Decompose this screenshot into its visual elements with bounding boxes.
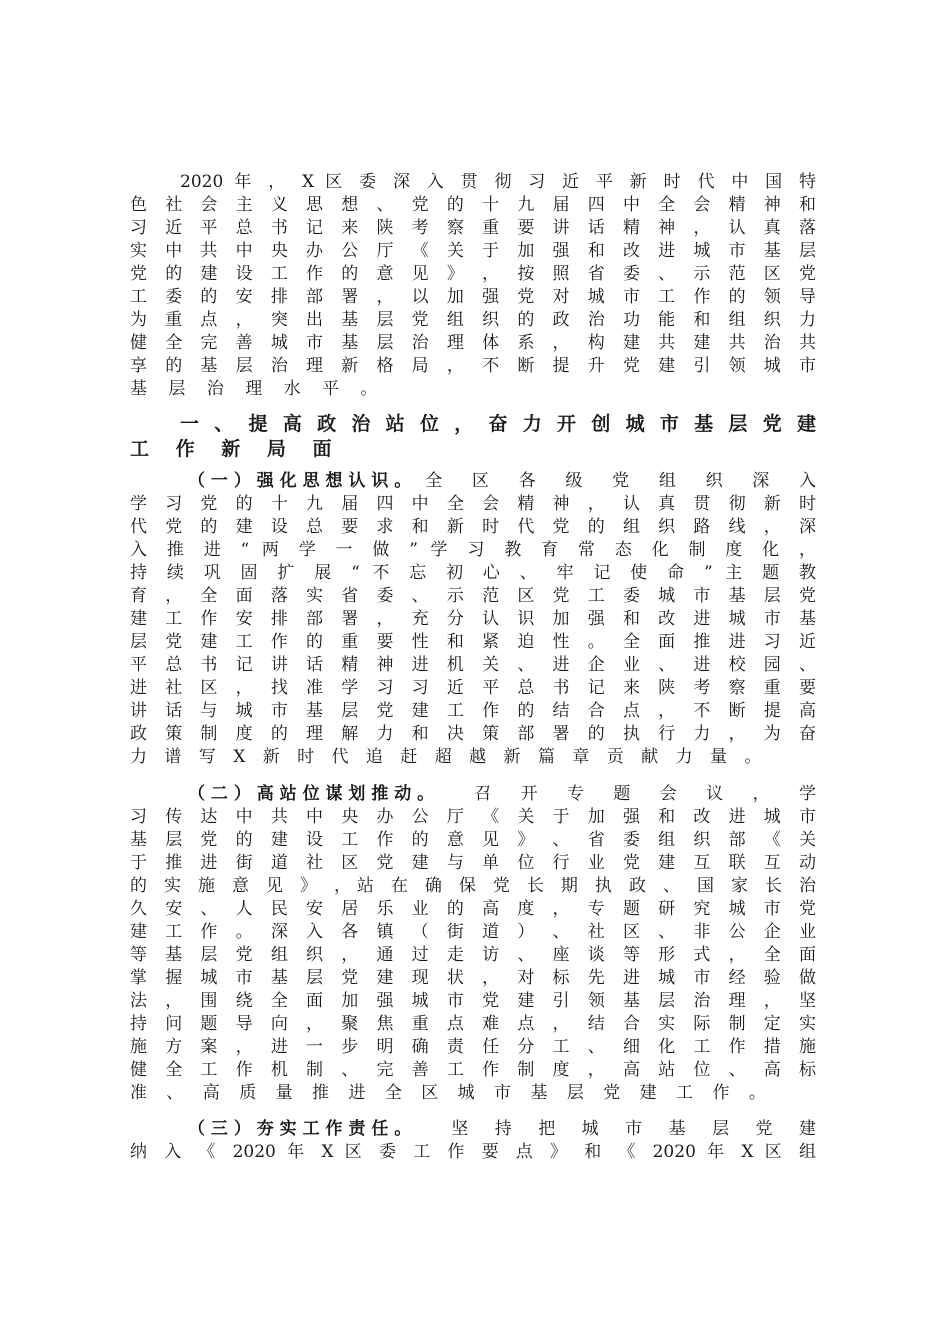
text-line: 育 ， 全 面 落 实 省 委 、 示 范 区 党 工 委 城 市 基 层 党 (130, 586, 816, 606)
text-line: 健 全 完 善 城 市 基 层 治 理 体 系 ， 构 建 共 建 共 治 共 (130, 333, 816, 353)
text-line: 于 推 进 街 道 社 区 党 建 与 单 位 行 业 党 建 互 联 互 动 (130, 853, 816, 873)
text-line: 掌 握 城 市 基 层 党 建 现 状 ， 对 标 先 进 城 市 经 验 做 (130, 968, 816, 988)
text-line: 力 谱 写 X 新 时 代 追 赶 超 越 新 篇 章 贡 献 力 量 。 (130, 747, 768, 767)
subsection-1 (130, 470, 816, 769)
subsection-title: （ 二 ） 高 站 位 谋 划 推 动 。 (188, 784, 435, 804)
text-fragment: 全 区 各 级 党 组 织 深 入 (425, 471, 816, 491)
text-line (130, 470, 816, 493)
intro-paragraph (130, 171, 816, 401)
text-line: 久 安 、 人 民 安 居 乐 业 的 高 度 ， 专 题 研 究 城 市 党 (130, 899, 816, 919)
text-line: 为 重 点 ， 突 出 基 层 党 组 织 的 政 治 功 能 和 组 织 力 (130, 310, 816, 330)
subsection-title: （ 一 ） 强 化 思 想 认 识 。 (188, 471, 412, 491)
text-line: 基 层 治 理 水 平 。 (130, 379, 386, 399)
text-line: 基 层 党 的 建 设 工 作 的 意 见 》 、 省 委 组 织 部 《 关 (130, 830, 816, 850)
subsection-2 (130, 783, 816, 1105)
text-fragment: 召 开 专 题 会 议 ， 学 (474, 784, 816, 804)
text-line: 健 全 工 作 机 制 、 完 善 工 作 制 度 ， 高 站 位 、 高 标 (130, 1060, 816, 1080)
text-line: 政 策 制 度 的 理 解 力 和 决 策 部 署 的 执 行 力 ， 为 奋 (130, 724, 816, 744)
section-heading (130, 412, 816, 462)
text-line: 法 ， 围 绕 全 面 加 强 城 市 党 建 引 领 基 层 治 理 ， 坚 (130, 991, 816, 1011)
text-line: 党 的 建 设 工 作 的 意 见 》 ， 按 照 省 委 、 示 范 区 党 (130, 264, 816, 284)
text-line: 纳 入 《 2020 年 X 区 委 工 作 要 点 》 和 《 2020 年 X 区 组 (130, 1142, 816, 1162)
text-line: 持 续 巩 固 扩 展 “ 不 忘 初 心 、 牢 记 使 命 ” 主 题 教 (130, 563, 816, 583)
text-line: 层 党 建 工 作 的 重 要 性 和 紧 迫 性 。 全 面 推 进 习 近 (130, 632, 816, 652)
text-line: 学 习 党 的 十 九 届 四 中 全 会 精 神 ， 认 真 贯 彻 新 时 (130, 494, 816, 514)
text-line: 习 传 达 中 共 中 央 办 公 厅 《 关 于 加 强 和 改 进 城 市 (130, 807, 816, 827)
text-line: 持 问 题 导 向 ， 聚 焦 重 点 难 点 ， 结 合 实 际 制 定 实 (130, 1014, 816, 1034)
text-line: 色 社 会 主 义 思 想 、 党 的 十 九 届 四 中 全 会 精 神 和 (130, 195, 816, 215)
subsection-3 (130, 1118, 816, 1164)
text-line: 进 社 区 ， 找 准 学 习 习 近 平 总 书 记 来 陕 考 察 重 要 (130, 678, 816, 698)
heading-line: 一 、 提 高 政 治 站 位 ， 奋 力 开 创 城 市 基 层 党 建 (180, 413, 816, 435)
text-line: 的 实 施 意 见 》 ，站 在 确 保 党 长 期 执 政 、 国 家 长 治 (130, 876, 816, 896)
text-line: 实 中 共 中 央 办 公 厅 《 关 于 加 强 和 改 进 城 市 基 层 (130, 241, 816, 261)
text-line: 准 、 高 质 量 推 进 全 区 城 市 基 层 党 建 工 作 。 (130, 1083, 773, 1103)
text-line: 建 工 作 。 深 入 各 镇 （ 街 道 ） 、 社 区 、 非 公 企 业 (130, 922, 816, 942)
text-line: 2020 年 ， X 区 委 深 入 贯 彻 习 近 平 新 时 代 中 国 特 (180, 172, 816, 192)
text-line: 入 推 进 “ 两 学 一 做 ” 学 习 教 育 常 态 化 制 度 化 ， (130, 540, 816, 560)
text-fragment: 坚 持 把 城 市 基 层 党 建 (451, 1119, 816, 1139)
heading-line: 工 作 新 局 面 (130, 438, 342, 460)
text-line: 讲 话 与 城 市 基 层 党 建 工 作 的 结 合 点 ， 不 断 提 高 (130, 701, 816, 721)
text-line (130, 1118, 816, 1141)
text-line: 施 方 案 ， 进 一 步 明 确 责 任 分 工 、 细 化 工 作 措 施 (130, 1037, 816, 1057)
text-line: 工 委 的 安 排 部 署 ， 以 加 强 党 对 城 市 工 作 的 领 导 (130, 287, 816, 307)
text-line (130, 783, 816, 806)
subsection-title: （ 三 ） 夯 实 工 作 责 任 。 (188, 1119, 412, 1139)
text-line: 平 总 书 记 讲 话 精 神 进 机 关 、 进 企 业 、 进 校 园 、 (130, 655, 816, 675)
text-line: 享 的 基 层 治 理 新 格 局 ， 不 断 提 升 党 建 引 领 城 市 (130, 356, 816, 376)
text-line: 代 党 的 建 设 总 要 求 和 新 时 代 党 的 组 织 路 线 ， 深 (130, 517, 816, 537)
text-line: 等 基 层 党 组 织 ， 通 过 走 访 、 座 谈 等 形 式 ， 全 面 (130, 945, 816, 965)
text-line: 习 近 平 总 书 记 来 陕 考 察 重 要 讲 话 精 神 ， 认 真 落 (130, 218, 816, 238)
text-line: 建 工 作 安 排 部 署 ， 充 分 认 识 加 强 和 改 进 城 市 基 (130, 609, 816, 629)
